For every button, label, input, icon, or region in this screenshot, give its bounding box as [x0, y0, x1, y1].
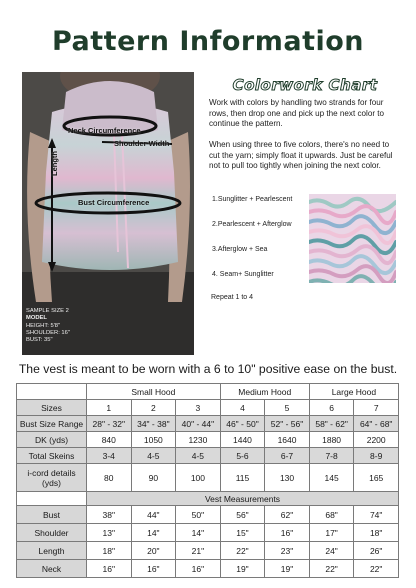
- color-combo-1: 1.Sunglitter + Pearlescent: [212, 196, 293, 203]
- size-table: [16, 383, 399, 578]
- repeat-note: Repeat 1 to 4: [211, 294, 254, 301]
- bust-circumference-label: Bust Circumference: [78, 198, 150, 207]
- table-row-bust: Bust 38" 44" 50" 56" 62" 68" 74": [17, 506, 399, 524]
- colorwork-paragraph-2: When using three to five colors, there's no need to cut the yarn; simply float it upwards. Just be careful not to pull too tightly when joining the next color.: [209, 140, 393, 171]
- ease-note: The vest is meant to be worn with a 6 to 10" positive ease on the bust.: [18, 362, 398, 376]
- table-row-neck: Neck 16" 16" 16" 19" 19" 22" 22": [17, 560, 399, 578]
- measurements-corner: [17, 492, 87, 506]
- group-medium-hood: Medium Hood: [220, 384, 309, 400]
- table-row-dk-yds: DK (yds) 840 1050 1230 1440 1640 1880 2200: [17, 432, 399, 448]
- colorwork-paragraph-1: Work with colors by handling two strands for four rows, then drop one and pick up the next color to continue the pattern.: [209, 98, 385, 129]
- table-row-sizes: Sizes 1 2 3 4 5 6 7: [17, 400, 399, 416]
- group-large-hood: Large Hood: [309, 384, 398, 400]
- length-label: Length: [50, 151, 59, 176]
- color-combo-2: 2.Pearlescent + Afterglow: [212, 221, 292, 228]
- color-combo-3: 3.Afterglow + Sea: [212, 246, 268, 253]
- table-row-total-skeins: Total Skeins 3-4 4-5 4-5 5-6 6-7 7-8 8-9: [17, 448, 399, 464]
- model-photo: [22, 72, 194, 355]
- group-small-hood: Small Hood: [87, 384, 221, 400]
- vest-measurements-header: Vest Measurements: [87, 492, 399, 506]
- table-row-icord: i-cord details (yds) 80 90 100 115 130 145 165: [17, 464, 399, 492]
- table-row-shoulder: Shoulder 13" 14" 14" 15" 16" 17" 18": [17, 524, 399, 542]
- colorwork-chart-title: Colorwork Chart: [232, 76, 378, 94]
- shoulder-width-label: Shoulder Width: [114, 139, 170, 148]
- knit-swatch-image: [309, 194, 396, 283]
- neck-circumference-label: Neck Circumference: [68, 126, 141, 135]
- table-corner: [17, 384, 87, 400]
- table-row-length: Length 18" 20" 21" 22" 23" 24" 26": [17, 542, 399, 560]
- table-row-bust-range: Bust Size Range 28" - 32" 34" - 38" 40" - 44" 46" - 50" 52" - 56" 58" - 62" 64" - 68": [17, 416, 399, 432]
- model-info: SAMPLE SIZE 2 MODEL HEIGHT: 5'8" SHOULDER: 16" BUST: 35": [26, 308, 70, 344]
- page-title: Pattern Information: [51, 26, 364, 57]
- color-combo-4: 4. Seam+ Sunglitter: [212, 271, 274, 278]
